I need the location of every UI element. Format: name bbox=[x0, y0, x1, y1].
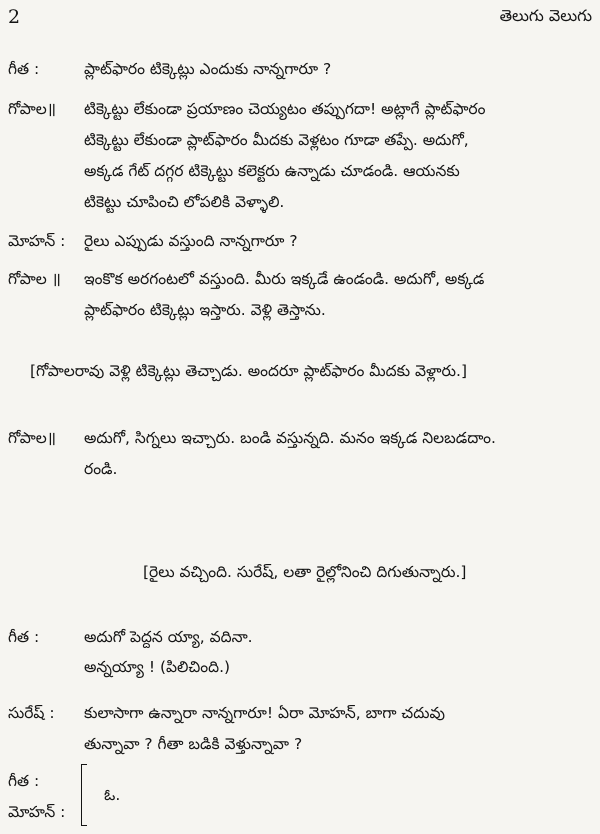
book-title: తెలుగు వెలుగు bbox=[499, 6, 592, 25]
dialogue-line: తున్నావా ? గీతా బడికి వెళ్తున్నావా ? bbox=[84, 735, 303, 753]
speaker-name: గోపాల॥ bbox=[8, 100, 56, 118]
dialogue-line: అన్నయ్యా ! (పిలిచింది.) bbox=[84, 658, 231, 676]
dialogue-line: రండి. bbox=[84, 460, 118, 478]
dialogue-line: అదుగో పెద్దన య్యా, వదినా. bbox=[84, 628, 253, 646]
dialogue-line: టిక్కెట్టు లేకుండా ప్లాట్‌ఫారం మీదకు వెళ్లటం గూడా తప్పే. అదుగో, bbox=[84, 131, 469, 149]
dialogue-line: టికెట్టు చూపించి లోపలికి వెళ్ళాలి. bbox=[84, 193, 285, 211]
page-number: 2 bbox=[8, 6, 21, 28]
speaker-name: మోహన్ : bbox=[8, 232, 66, 250]
dialogue-line: టిక్కెట్టు లేకుండా ప్రయాణం చెయ్యటం తప్పుగదా! అట్లాగే ప్లాట్‌ఫారం bbox=[84, 100, 486, 118]
dialogue-line: ఇంకొక అరగంటలో వస్తుంది. మీరు ఇక్కడే ఉండండి. అదుగో, అక్కడ bbox=[84, 270, 485, 288]
dialogue-line: ప్లాట్‌ఫారం టిక్కెట్లు ఇస్తారు. వెళ్లి తెస్తాను. bbox=[84, 301, 326, 319]
speaker-name: గోపాల॥ bbox=[8, 429, 56, 447]
speaker-name: సురేష్ : bbox=[8, 704, 55, 722]
dialogue-line: అక్కడ గేట్ దగ్గర టిక్కెట్టు కలెక్టరు ఉన్నాడు చూడండి. ఆయనకు bbox=[84, 162, 460, 180]
dialogue-line: ఓ. bbox=[104, 786, 121, 804]
brace-bracket bbox=[81, 764, 92, 826]
dialogue-line: రైలు ఎప్పుడు వస్తుంది నాన్నగారూ ? bbox=[84, 232, 298, 250]
stage-direction: [గోపాలరావు వెళ్లి టిక్కెట్లు తెచ్చాడు. అందరూ ప్లాట్‌ఫారం మీదకు వెళ్లారు.] bbox=[30, 362, 468, 380]
speaker-name: గోపాల ॥ bbox=[8, 270, 61, 288]
speaker-name: గీత : bbox=[8, 772, 40, 790]
dialogue-line: ప్లాట్‌ఫారం టిక్కెట్లు ఎందుకు నాన్నగారూ ? bbox=[84, 60, 332, 78]
speaker-name: మోహన్ : bbox=[8, 803, 66, 821]
speaker-name: గీత : bbox=[8, 60, 40, 78]
speaker-name: గీత : bbox=[8, 628, 40, 646]
stage-direction: [రైలు వచ్చింది. సురేష్, లతా రైల్లోనించి దిగుతున్నారు.] bbox=[143, 563, 467, 581]
dialogue-line: అదుగో, సిగ్నలు ఇచ్చారు. బండి వస్తున్నది. మనం ఇక్కడ నిలబడదాం. bbox=[84, 429, 496, 447]
dialogue-line: కులాసాగా ఉన్నారా నాన్నగారూ! ఏరా మోహన్, బాగా చదువు bbox=[84, 704, 445, 722]
